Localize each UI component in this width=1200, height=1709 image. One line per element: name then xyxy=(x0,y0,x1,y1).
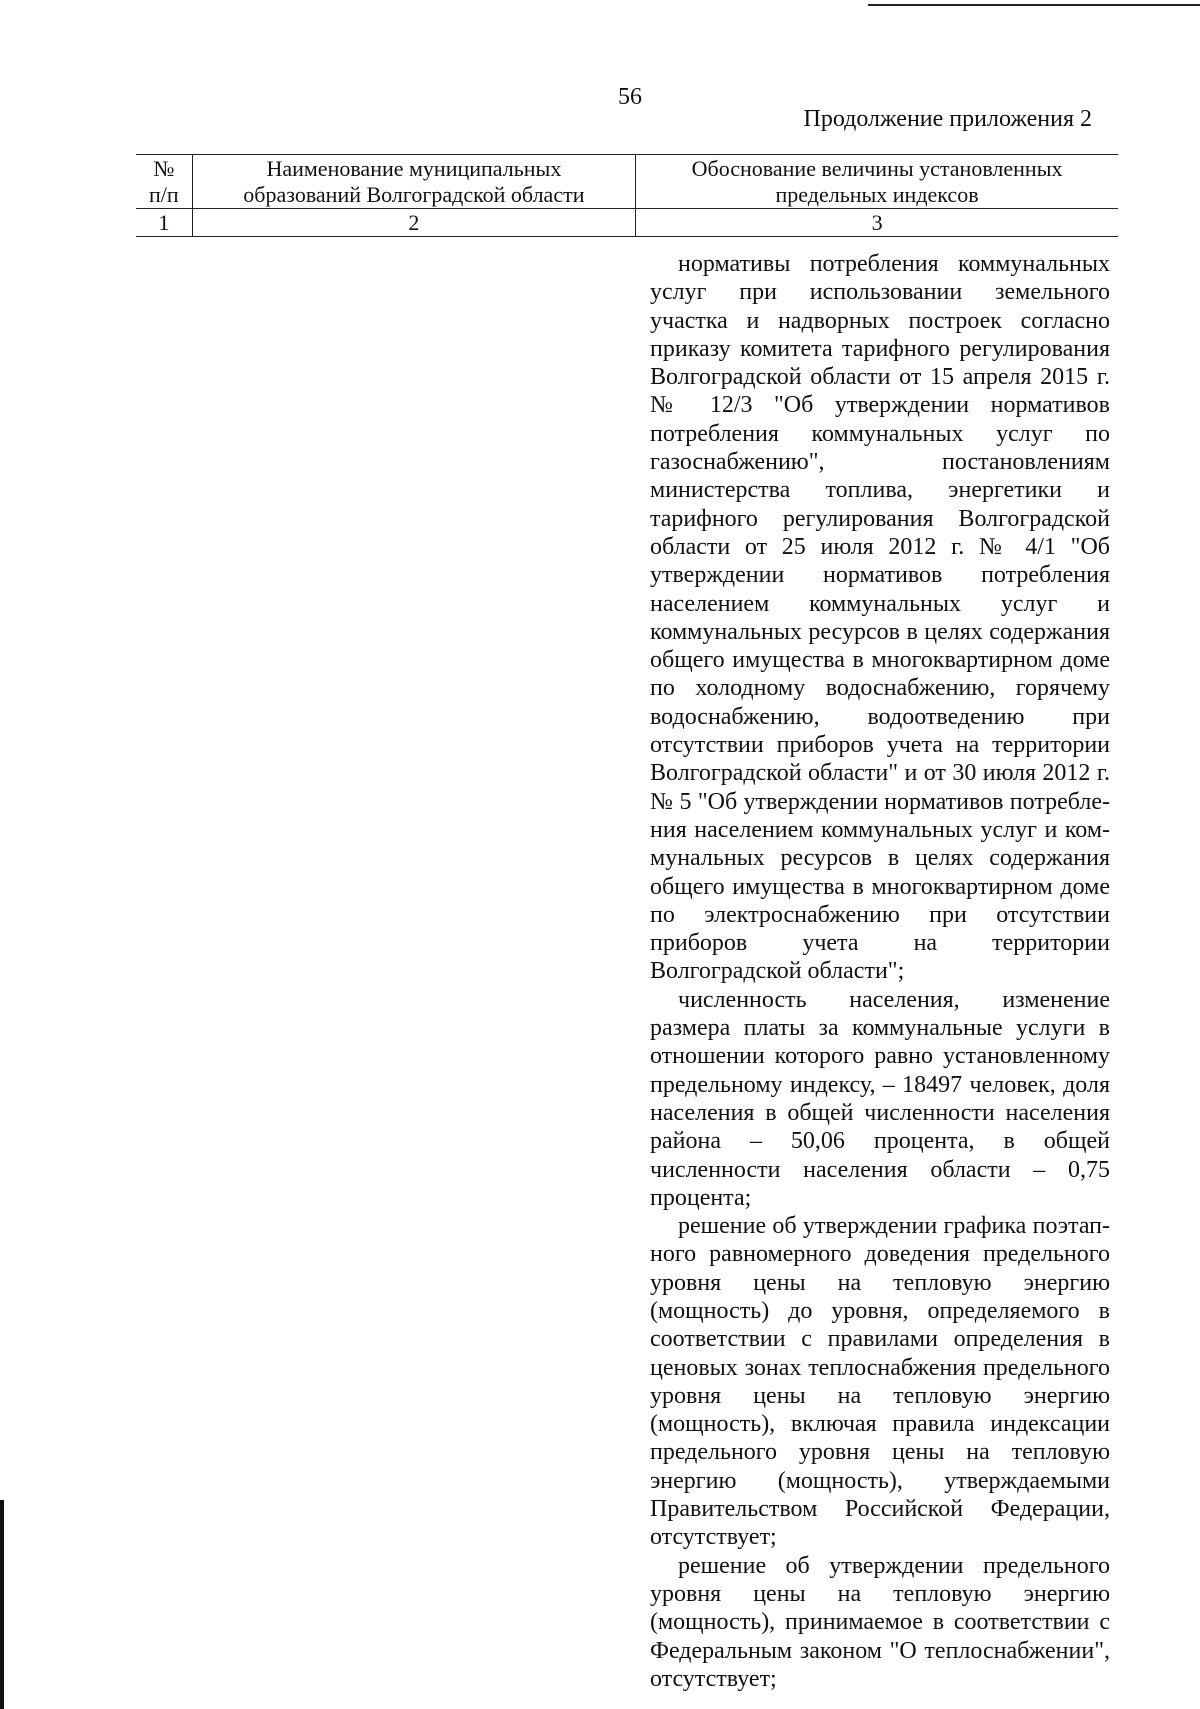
continuation-label: Продолжение приложения 2 xyxy=(803,106,1092,132)
left-edge-shadow xyxy=(0,1500,4,1709)
justification-text-column xyxy=(650,250,1110,1693)
col-municipality-header: Наименование муниципальных образований Волгоградской области xyxy=(192,155,635,209)
top-edge-rule xyxy=(868,4,1200,6)
header-row xyxy=(136,155,1118,209)
col-justification-header: Обоснование величины установленных предельных индексов xyxy=(636,155,1118,209)
page-number: 56 xyxy=(618,84,642,110)
paragraph-price-decision: решение об утверждении предельного уровня цены на тепловую энергию (мощность), принимаемое в соответствии с Федеральным законом "О теплоснабжении", отсутствует; xyxy=(650,1552,1110,1692)
column-header-table xyxy=(136,154,1118,237)
column-numbers-row xyxy=(136,209,1118,237)
col-municipality-index: 2 xyxy=(192,209,635,237)
paragraph-schedule-decision: решение об утверждении графика поэтапного равномерного доведения предельного уровня цены на тепловую энергию (мощность) до уровня, определяемого в соответствии с правилами определения в ценовых зонах теплоснабжения предельного уровня цены на тепловую энергию (мощность), включая правила индексации предельного уровня цены на тепловую энергию (мощность), утверждаемыми Правительством Российской Федерации, отсутствует; xyxy=(650,1213,1110,1551)
col-number-header: № п/п xyxy=(136,155,192,209)
col-number-index: 1 xyxy=(136,209,192,237)
paragraph-population: численность населения, изменение размера платы за коммунальные услуги в отношении которого равно установленному предельному индексу, – 18497 человек, доля населения в общей численности населения района – 50,06 процента, в общей численности населения области – 0,75 процента; xyxy=(650,986,1110,1211)
col-justification-index: 3 xyxy=(636,209,1118,237)
paragraph-norms: нормативы потребления коммунальных услуг при использовании земельного участка и надворных построек согласно приказу комитета тарифного регулирования Волгоградской области от 15 апреля 2015 г. № 12/3 "Об утверждении нормативов потребления коммунальных услуг по газоснабжению", постановлениям министерства топлива, энергетики и тарифного регулирования Волгоградской области от 25 июля 2012 г. № 4/1 "Об утверждении нормативов потребления населением коммунальных услуг и коммунальных ресурсов в целях содержания общего имущества в многоквартирном доме по холодному водоснабжению, горячему водоснабжению, водоотведению при отсутствии приборов учета на территории Волгоградской области" и от 30 июля 2012 г. № 5 "Об утверждении нормативов потребления населением коммунальных услуг и коммунальных ресурсов в целях содержания общего имущества в многоквартирном доме по электроснабжению при отсутствии приборов учета на территории Волгоградской области"; xyxy=(650,251,1110,985)
